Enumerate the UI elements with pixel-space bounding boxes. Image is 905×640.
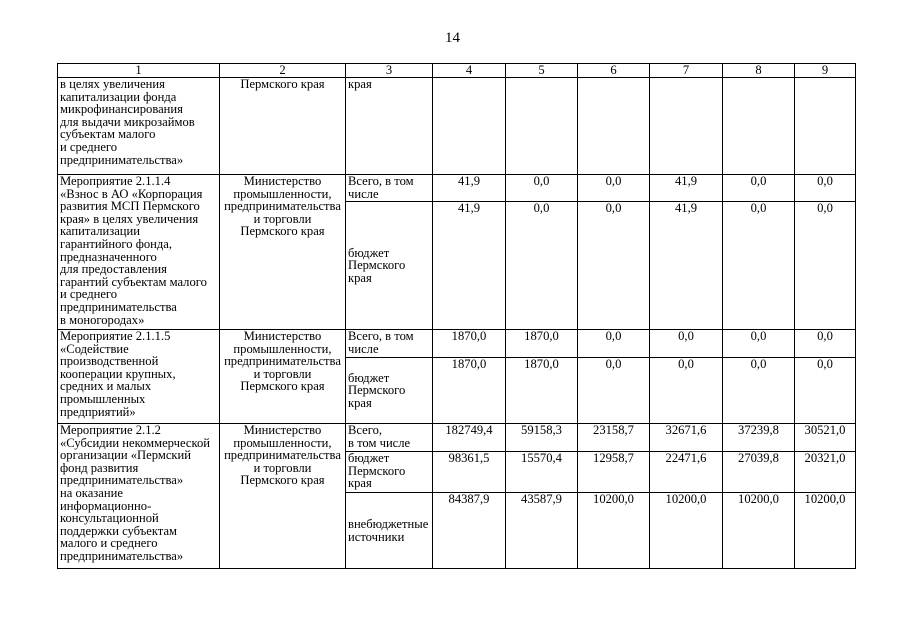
header-col-4: 4 <box>433 64 506 78</box>
value-cell: 1870,0 <box>506 358 578 424</box>
table-row <box>58 424 856 452</box>
executor-cell: Министерство промышленности, предпринимательства и торговли Пермского края <box>220 424 346 569</box>
value-cell: 27039,8 <box>723 452 795 493</box>
value-cell: 0,0 <box>650 330 723 358</box>
value-cell: 30521,0 <box>795 424 856 452</box>
value-cell: 0,0 <box>578 330 650 358</box>
executor-cell: Пермского края <box>220 78 346 175</box>
value-cell: 0,0 <box>795 330 856 358</box>
value-cell <box>578 78 650 175</box>
funding-source: Всего, в том числе <box>346 175 433 202</box>
value-cell: 1870,0 <box>506 330 578 358</box>
header-col-3: 3 <box>346 64 433 78</box>
measure-name: Мероприятие 2.1.2 «Субсидии некоммерческой организации «Пермский фонд развития предпринимательства» на оказание информационно- консультационной поддержки субъектам малого и среднего предпринимательства» <box>58 424 220 569</box>
value-cell: 0,0 <box>795 202 856 330</box>
value-cell: 0,0 <box>795 175 856 202</box>
executor-cell: Министерство промышленности, предпринимательства и торговли Пермского края <box>220 330 346 424</box>
value-cell: 0,0 <box>506 175 578 202</box>
value-cell: 0,0 <box>723 175 795 202</box>
header-col-9: 9 <box>795 64 856 78</box>
value-cell: 41,9 <box>433 202 506 330</box>
value-cell <box>433 78 506 175</box>
value-cell: 1870,0 <box>433 330 506 358</box>
value-cell: 20321,0 <box>795 452 856 493</box>
value-cell: 0,0 <box>723 202 795 330</box>
funding-source: бюджет Пермского края <box>346 358 433 424</box>
value-cell: 0,0 <box>795 358 856 424</box>
value-cell: 1870,0 <box>433 358 506 424</box>
executor-cell: Министерство промышленности, предпринимательства и торговли Пермского края <box>220 175 346 330</box>
budget-table <box>57 63 856 569</box>
value-cell <box>795 78 856 175</box>
value-cell: 182749,4 <box>433 424 506 452</box>
header-col-6: 6 <box>578 64 650 78</box>
value-cell: 0,0 <box>650 358 723 424</box>
value-cell: 10200,0 <box>650 493 723 569</box>
page-number: 14 <box>445 30 460 46</box>
value-cell <box>650 78 723 175</box>
table-row <box>58 78 856 175</box>
funding-source: Всего, в том числе <box>346 424 433 452</box>
value-cell: 32671,6 <box>650 424 723 452</box>
value-cell: 41,9 <box>433 175 506 202</box>
value-cell: 84387,9 <box>433 493 506 569</box>
funding-source: Всего, в том числе <box>346 330 433 358</box>
value-cell: 22471,6 <box>650 452 723 493</box>
value-cell: 23158,7 <box>578 424 650 452</box>
value-cell: 0,0 <box>578 175 650 202</box>
value-cell: 0,0 <box>578 358 650 424</box>
measure-name: Мероприятие 2.1.1.4 «Взнос в АО «Корпорация развития МСП Пермского края» в целях увеличения капитализации гарантийного фонда, предназначенного для предоставления гарантий субъектам малого и среднего предпринимательства в моногородах» <box>58 175 220 330</box>
funding-source: внебюджетные источники <box>346 493 433 569</box>
value-cell: 0,0 <box>723 330 795 358</box>
value-cell: 0,0 <box>723 358 795 424</box>
funding-source: бюджет Пермского края <box>346 452 433 493</box>
value-cell: 10200,0 <box>578 493 650 569</box>
value-cell: 0,0 <box>506 202 578 330</box>
value-cell: 41,9 <box>650 202 723 330</box>
value-cell: 12958,7 <box>578 452 650 493</box>
table-row <box>58 330 856 358</box>
header-row <box>58 64 856 78</box>
header-col-8: 8 <box>723 64 795 78</box>
value-cell: 43587,9 <box>506 493 578 569</box>
value-cell <box>723 78 795 175</box>
value-cell: 41,9 <box>650 175 723 202</box>
measure-name: Мероприятие 2.1.1.5 «Содействие производственной кооперации крупных, средних и малых промышленных предприятий» <box>58 330 220 424</box>
value-cell: 15570,4 <box>506 452 578 493</box>
funding-source: края <box>346 78 433 175</box>
funding-source: бюджет Пермского края <box>346 202 433 330</box>
value-cell: 98361,5 <box>433 452 506 493</box>
value-cell: 10200,0 <box>795 493 856 569</box>
value-cell: 59158,3 <box>506 424 578 452</box>
header-col-7: 7 <box>650 64 723 78</box>
measure-name: в целях увеличения капитализации фонда микрофинансирования для выдачи микрозаймов субъектам малого и среднего предпринимательства» <box>58 78 220 175</box>
header-col-1: 1 <box>58 64 220 78</box>
value-cell: 10200,0 <box>723 493 795 569</box>
value-cell <box>506 78 578 175</box>
value-cell: 37239,8 <box>723 424 795 452</box>
table-row <box>58 175 856 202</box>
value-cell: 0,0 <box>578 202 650 330</box>
header-col-2: 2 <box>220 64 346 78</box>
header-col-5: 5 <box>506 64 578 78</box>
